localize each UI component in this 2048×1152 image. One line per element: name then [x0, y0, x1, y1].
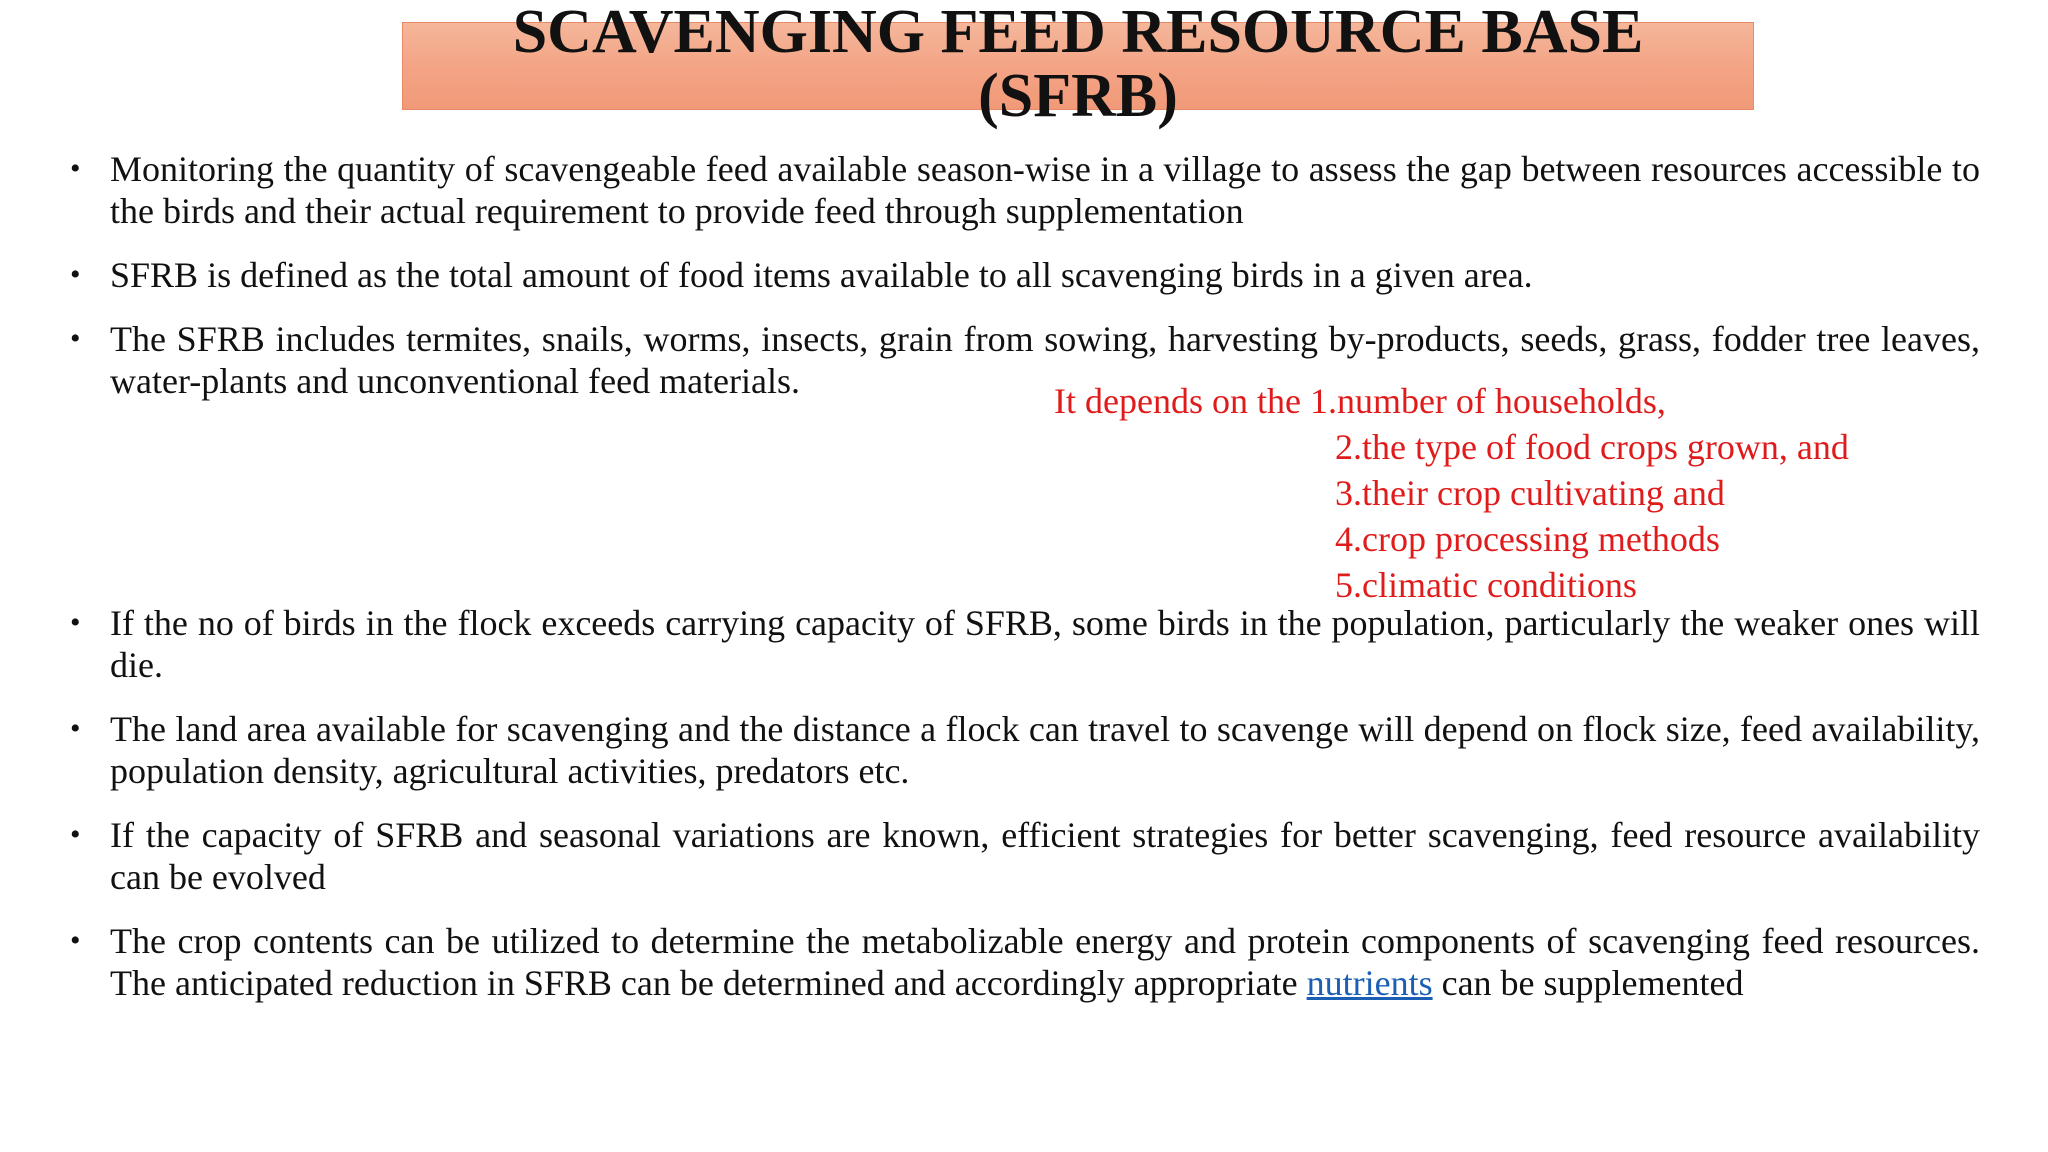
bullet-item [70, 708, 1980, 792]
bullet-marker: • [70, 712, 81, 745]
slide-title [402, 0, 1754, 128]
bullet-marker: • [70, 258, 81, 291]
bullet-text: The SFRB includes termites, snails, worms, insects, grain from sowing, harvesting by-products, seeds, grass, fodder tree leaves, water-plants and unconventional feed materials. [110, 319, 1980, 401]
bullet-text: If the capacity of SFRB and seasonal variations are known, efficient strategies for better scavenging, feed resource availability can be evolved [110, 815, 1980, 897]
bullet-text: If the no of birds in the flock exceeds carrying capacity of SFRB, some birds in the population, particularly the weaker ones will die. [110, 603, 1980, 685]
bullet-marker: • [70, 818, 81, 851]
bullet-item [70, 602, 1980, 686]
bullet-item [70, 148, 1980, 232]
nutrients-link[interactable]: nutrients [1306, 963, 1433, 1003]
bullet-marker: • [70, 924, 81, 957]
bullet-marker: • [70, 322, 81, 355]
bullet-item [70, 814, 1980, 898]
bullet-text-after-link: can be supplemented [1441, 963, 1744, 1003]
depends-intro: It depends on the 1.number of households, [1054, 381, 1666, 421]
bullet-text-before-link: The crop contents can be utilized to determine the metabolizable energy and protein components of scavenging feed resources. The anticipated reduction in SFRB can be determined and accordingly appropriate [110, 921, 1980, 1003]
depends-item: 3.their crop cultivating and [1335, 473, 1725, 513]
depends-on-list [1054, 378, 1849, 608]
bullet-item [70, 254, 1980, 296]
depends-item: 5.climatic conditions [1335, 565, 1637, 605]
bullet-text: The land area available for scavenging and the distance a flock can travel to scavenge will depend on flock size, feed availability, population density, agricultural activities, predators etc. [110, 709, 1980, 791]
bullet-item [70, 920, 1980, 1004]
depends-item: 2.the type of food crops grown, and [1335, 427, 1849, 467]
bullet-marker: • [70, 152, 81, 185]
slide-title-line-1: SCAVENGING FEED RESOURCE BASE [512, 0, 1644, 66]
bullet-text: Monitoring the quantity of scavengeable feed available season-wise in a village to assess the gap between resources accessible to the birds and their actual requirement to provide feed through supplementation [110, 149, 1980, 231]
depends-item: 4.crop processing methods [1335, 519, 1720, 559]
bullet-marker: • [70, 606, 81, 639]
slide-title-line-2: (SFRB) [978, 62, 1178, 130]
bullet-text: SFRB is defined as the total amount of food items available to all scavenging birds in a given area. [110, 255, 1533, 295]
